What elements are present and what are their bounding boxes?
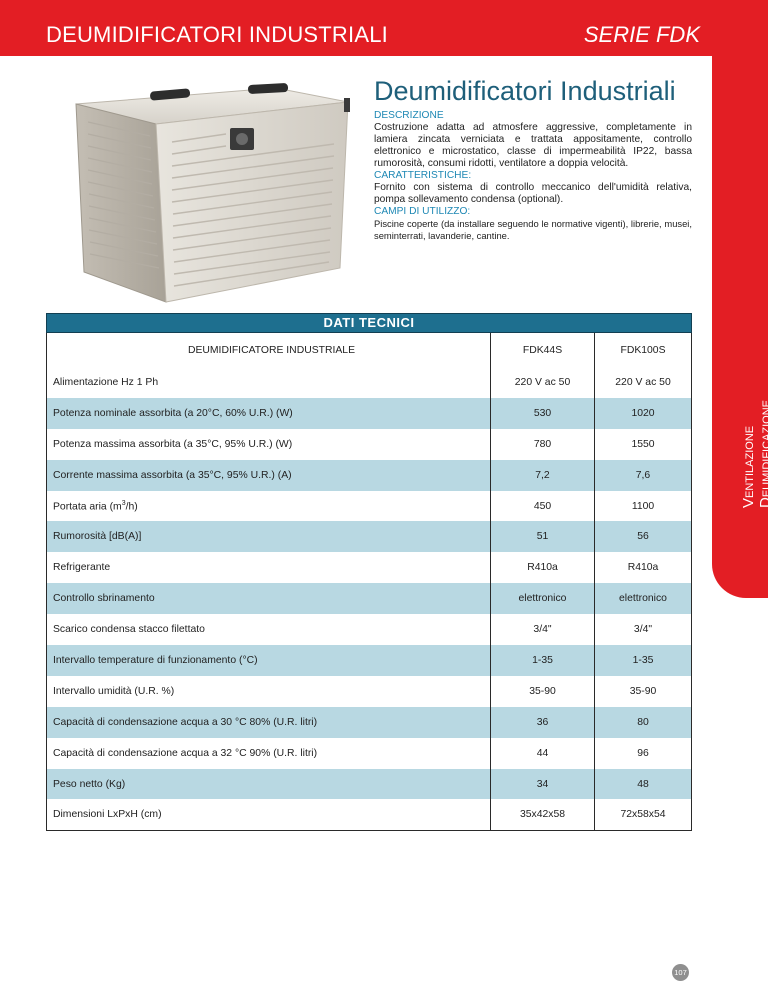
cell-fdk44s: 7,2 [491, 460, 595, 491]
row-label: Capacità di condensazione acqua a 30 °C 80% (U.R. litri) [47, 707, 491, 738]
section-heading-campi-utilizzo: CAMPI DI UTILIZZO: [374, 206, 471, 217]
cell-fdk100s: 48 [595, 769, 692, 800]
cell-fdk100s: elettronico [595, 583, 692, 614]
header-series: SERIE FDK [583, 22, 700, 47]
cell-fdk100s: 72x58x54 [595, 799, 692, 830]
cell-fdk100s: 220 V ac 50 [595, 367, 692, 398]
row-label: Refrigerante [47, 552, 491, 583]
cell-fdk44s: elettronico [491, 583, 595, 614]
technical-data-table [46, 313, 692, 831]
table-row [47, 491, 692, 522]
table-row [47, 676, 692, 707]
cell-fdk100s: 1-35 [595, 645, 692, 676]
section-text-caratteristiche: Fornito con sistema di controllo meccanico dell'umidità relativa, pompa sollevamento condensa (optional). [374, 182, 692, 205]
cell-fdk44s: 35-90 [491, 676, 595, 707]
row-label: Corrente massima assorbita (a 35°C, 95% U.R.) (A) [47, 460, 491, 491]
table-row [47, 799, 692, 830]
table-row [47, 367, 692, 398]
table-title: DATI TECNICI [46, 313, 692, 333]
row-label: Alimentazione Hz 1 Ph [47, 367, 491, 398]
column-header-fdk44s: FDK44S [491, 333, 595, 367]
table-row [47, 460, 692, 491]
row-label-tail: /h) [125, 501, 138, 513]
table-row [47, 645, 692, 676]
product-description [374, 110, 692, 242]
row-label: Intervallo temperature di funzionamento (°C) [47, 645, 491, 676]
table-row [47, 707, 692, 738]
row-label: Intervallo umidità (U.R. %) [47, 676, 491, 707]
cell-fdk44s: 780 [491, 429, 595, 460]
cell-fdk100s: 1550 [595, 429, 692, 460]
side-section-label [740, 400, 774, 508]
cell-fdk100s: 35-90 [595, 676, 692, 707]
row-label: Controllo sbrinamento [47, 583, 491, 614]
row-label [47, 491, 491, 522]
cell-fdk44s: 36 [491, 707, 595, 738]
column-header-fdk100s: FDK100S [595, 333, 692, 367]
table-row [47, 521, 692, 552]
row-label-superscript: 3 [121, 499, 126, 507]
cell-fdk44s: 3/4" [491, 614, 595, 645]
row-label: Potenza nominale assorbita (a 20°C, 60% U.R.) (W) [47, 398, 491, 429]
cell-fdk44s: 530 [491, 398, 595, 429]
cell-fdk44s: 44 [491, 738, 595, 769]
row-label: Rumorosità [dB(A)] [47, 521, 491, 552]
table-row [47, 614, 692, 645]
page-number: 107 [672, 964, 689, 981]
cell-fdk100s: 56 [595, 521, 692, 552]
section-heading-descrizione: DESCRIZIONE [374, 110, 444, 121]
header-title: DEUMIDIFICATORI INDUSTRIALI [46, 22, 388, 47]
cell-fdk100s: 80 [595, 707, 692, 738]
table-row [47, 552, 692, 583]
section-heading-caratteristiche: CARATTERISTICHE: [374, 170, 472, 181]
cell-fdk44s: 1-35 [491, 645, 595, 676]
side-section-tab [712, 56, 768, 598]
row-label: Scarico condensa stacco filettato [47, 614, 491, 645]
cell-fdk100s: R410a [595, 552, 692, 583]
row-label-text: Portata aria (m [53, 501, 122, 513]
cell-fdk100s: 3/4" [595, 614, 692, 645]
cell-fdk100s: 7,6 [595, 460, 692, 491]
column-header-model: DEUMIDIFICATORE INDUSTRIALE [47, 333, 491, 367]
cell-fdk44s: 34 [491, 769, 595, 800]
row-label: Potenza massima assorbita (a 35°C, 95% U.R.) (W) [47, 429, 491, 460]
section-text-descrizione: Costruzione adatta ad atmosfere aggressive, completamente in lamiera zincata verniciata e trattata appositamente, controllo elettronico e microstatico, classe di impermeabilità IP22, bassa rumorosità, consumi ridotti, ventilatore a doppia velocità. [374, 122, 692, 169]
row-label: Capacità di condensazione acqua a 32 °C 90% (U.R. litri) [47, 738, 491, 769]
table-row [47, 583, 692, 614]
table-row [47, 398, 692, 429]
product-title: Deumidificatori Industriali [374, 76, 676, 106]
table-row [47, 429, 692, 460]
cell-fdk100s: 1020 [595, 398, 692, 429]
side-label-ventilazione: Ventilazione [740, 425, 757, 508]
cell-fdk44s: 35x42x58 [491, 799, 595, 830]
table-row [47, 769, 692, 800]
cell-fdk100s: 96 [595, 738, 692, 769]
cell-fdk44s: 450 [491, 491, 595, 522]
row-label: Dimensioni LxPxH (cm) [47, 799, 491, 830]
table-row [47, 738, 692, 769]
side-label-deumidificazione: Deumidificazione [757, 399, 774, 508]
cell-fdk44s: 220 V ac 50 [491, 367, 595, 398]
row-label: Peso netto (Kg) [47, 769, 491, 800]
cell-fdk100s: 1100 [595, 491, 692, 522]
cell-fdk44s: R410a [491, 552, 595, 583]
dehumidifier-product-image [58, 72, 358, 312]
section-text-campi-utilizzo: Piscine coperte (da installare seguendo le normative vigenti), librerie, musei, seminterrati, lavanderie, cantine. [374, 218, 692, 241]
cell-fdk44s: 51 [491, 521, 595, 552]
table-column-header-row [47, 333, 692, 367]
